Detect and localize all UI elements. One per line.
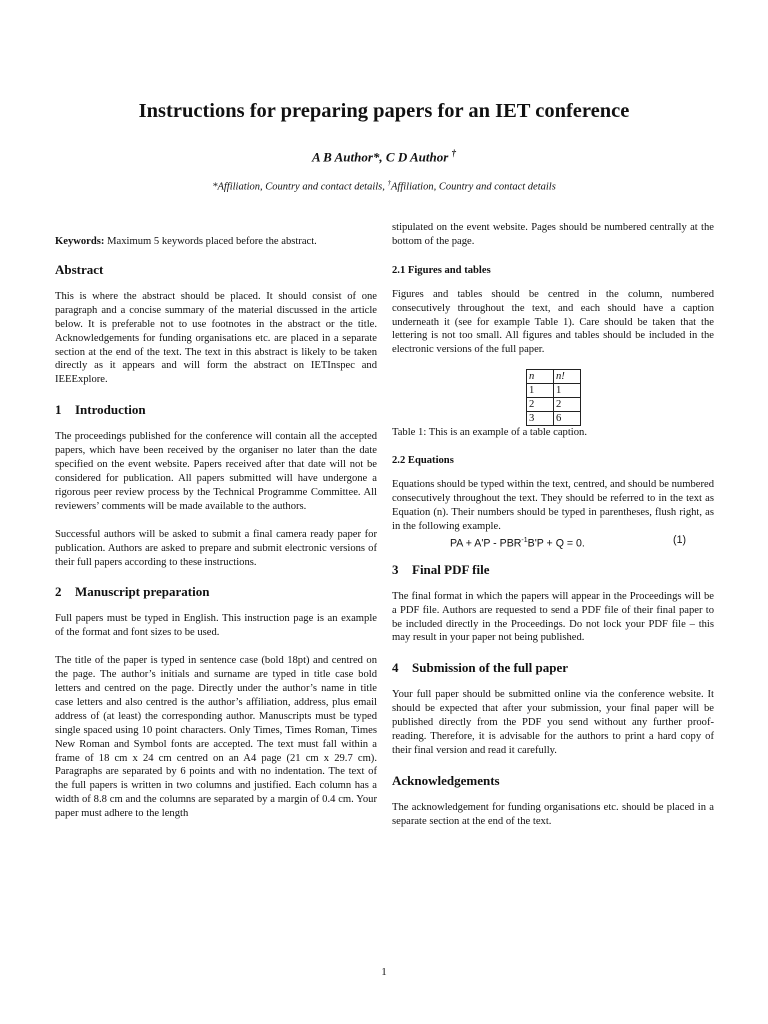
affiliation-dagger-mark: † xyxy=(387,179,391,187)
table-row xyxy=(527,412,581,426)
equation-number: (1) xyxy=(673,533,686,546)
equations-text: Equations should be typed within the text, centred, and should be numbered consecutively throughout the text. They should be referred to in the text as Equation (n). Their numbers should be typed in parentheses, flush right, as in the following example. xyxy=(392,479,714,532)
abstract-text: This is where the abstract should be placed. It should consist of one paragraph and a concise summary of the material discussed in the article below. It is preferable not to use footnotes in the abstract or the title. Acknowledgements for funding organisations etc. are placed in a separate section at the end of the text. The text in this abstract is likely to be taken directly as it appears and will form the abstract on IETInspec and IEEExplore. xyxy=(55,290,377,386)
table-cell: 1 xyxy=(527,384,554,398)
equation-part-b: B'P + Q = 0. xyxy=(527,537,585,550)
submission-title: Submission of the full paper xyxy=(412,660,569,676)
equation-part-a: PA + A'P - PBR xyxy=(450,537,522,550)
manuscript-title: Manuscript preparation xyxy=(75,584,210,600)
author-dagger-mark: † xyxy=(451,148,457,158)
affiliation-line xyxy=(0,179,768,193)
intro-number: 1 xyxy=(55,402,62,418)
manuscript-number: 2 xyxy=(55,584,62,600)
equation-superscript: -1 xyxy=(521,536,528,544)
keywords-label: Keywords: xyxy=(55,236,105,247)
submission-number: 4 xyxy=(392,660,399,676)
table-cell: 3 xyxy=(527,412,554,426)
submission-text: Your full paper should be submitted online via the conference website. It should be expected that after your submission, your final paper will be published directly from the PDF you send without any further proof-reading. Therefore, it is advisable for the authors to print a hard copy of their final version and read it carefully. xyxy=(392,689,714,756)
intro-title: Introduction xyxy=(75,402,146,418)
pdf-number: 3 xyxy=(392,561,399,577)
equation-expression xyxy=(450,534,585,551)
author-names: A B Author*, C D Author xyxy=(311,149,449,165)
affiliation-2: Affiliation, Country and contact details xyxy=(391,181,556,193)
keywords-text: Maximum 5 keywords placed before the abstract. xyxy=(104,236,317,247)
manuscript-paragraph-1: Full papers must be typed in English. This instruction page is an example of the format and font sizes to be used. xyxy=(55,613,377,639)
left-column xyxy=(55,235,377,821)
manuscript-heading xyxy=(55,584,377,600)
keywords xyxy=(55,235,377,249)
example-table xyxy=(526,369,581,426)
equation-1 xyxy=(392,534,714,550)
table-cell: 6 xyxy=(554,412,581,426)
page-number: 1 xyxy=(381,966,387,978)
table-header-cell: n xyxy=(527,370,554,384)
table-row xyxy=(527,398,581,412)
intro-paragraph-2: Successful authors will be asked to submit a final camera ready paper for publication. Authors are asked to prepare and submit electronic versions of their full papers according to these instructions. xyxy=(55,528,377,568)
manuscript-paragraph-2: The title of the paper is typed in sentence case (bold 18pt) and centred on the page. The author’s initials and surname are typed in title case bold letters and centred on the page. Directly under the author’s name in title case letters and also centred is the author’s affiliation, address, plus email address of (at least) the corresponding author. Manuscripts must be typed single spaced using 10 point characters. Only Times, Times Roman, Times New Roman and Symbol fonts are accepted. The text must fall within a frame of 18 cm x 24 cm centred on an A4 page (21 cm x 29.7 cm). Paragraphs are separated by 6 points and with no indentation. The text of the full papers is written in two columns and justified. Each column has a width of 8.8 cm and the columns are separated by a margin of 0.4 cm. Your paper must adhere to the length xyxy=(55,655,377,820)
table-caption: Table 1: This is an example of a table caption. xyxy=(392,427,587,439)
abstract-heading: Abstract xyxy=(55,261,104,277)
paper-title: Instructions for preparing papers for an IET conference xyxy=(138,100,630,122)
table-header-cell: n! xyxy=(554,370,581,384)
table-cell: 2 xyxy=(527,398,554,412)
author-line xyxy=(0,148,768,165)
table-cell: 1 xyxy=(554,384,581,398)
affiliation-1: *Affiliation, Country and contact details, xyxy=(212,181,388,193)
pdf-title: Final PDF file xyxy=(412,561,490,577)
pdf-text: The final format in which the papers will appear in the Proceedings will be a PDF file. Authors are requested to send a PDF file of their final paper to be included directly in the Proceedings. Do not lock your PDF file – this may result in your paper not being published. xyxy=(392,590,714,644)
manuscript-paragraph-3: stipulated on the event website. Pages should be numbered centrally at the bottom of the page. xyxy=(392,222,714,247)
submission-heading xyxy=(392,660,714,676)
table-cell: 2 xyxy=(554,398,581,412)
table-header-row xyxy=(527,370,581,384)
acknowledgements-text: The acknowledgement for funding organisations etc. should be placed in a separate section at the end of the text. xyxy=(392,801,714,827)
intro-paragraph-1: The proceedings published for the conference will contain all the accepted papers, which have been received by the organiser no later than the date specified on the event website. Papers received after that date will not be considered for publication. All papers submitted will have undergone a rigorous peer review process by the Technical Programme Committee. All reviewers’ comments will be made available to the authors. xyxy=(55,431,377,512)
acknowledgements-heading: Acknowledgements xyxy=(392,772,500,788)
equations-heading: 2.2 Equations xyxy=(392,455,454,467)
right-column xyxy=(392,221,714,843)
table-row xyxy=(527,384,581,398)
figures-heading: 2.1 Figures and tables xyxy=(392,264,491,276)
figures-text: Figures and tables should be centred in the column, numbered consecutively throughout the text, and each should have a caption underneath it (see for example Table 1). Care should be taken that the lettering is not too small. All figures and tables should be included in the electronic versions of the full paper. xyxy=(392,288,714,356)
intro-heading xyxy=(55,402,377,418)
pdf-heading xyxy=(392,562,714,578)
